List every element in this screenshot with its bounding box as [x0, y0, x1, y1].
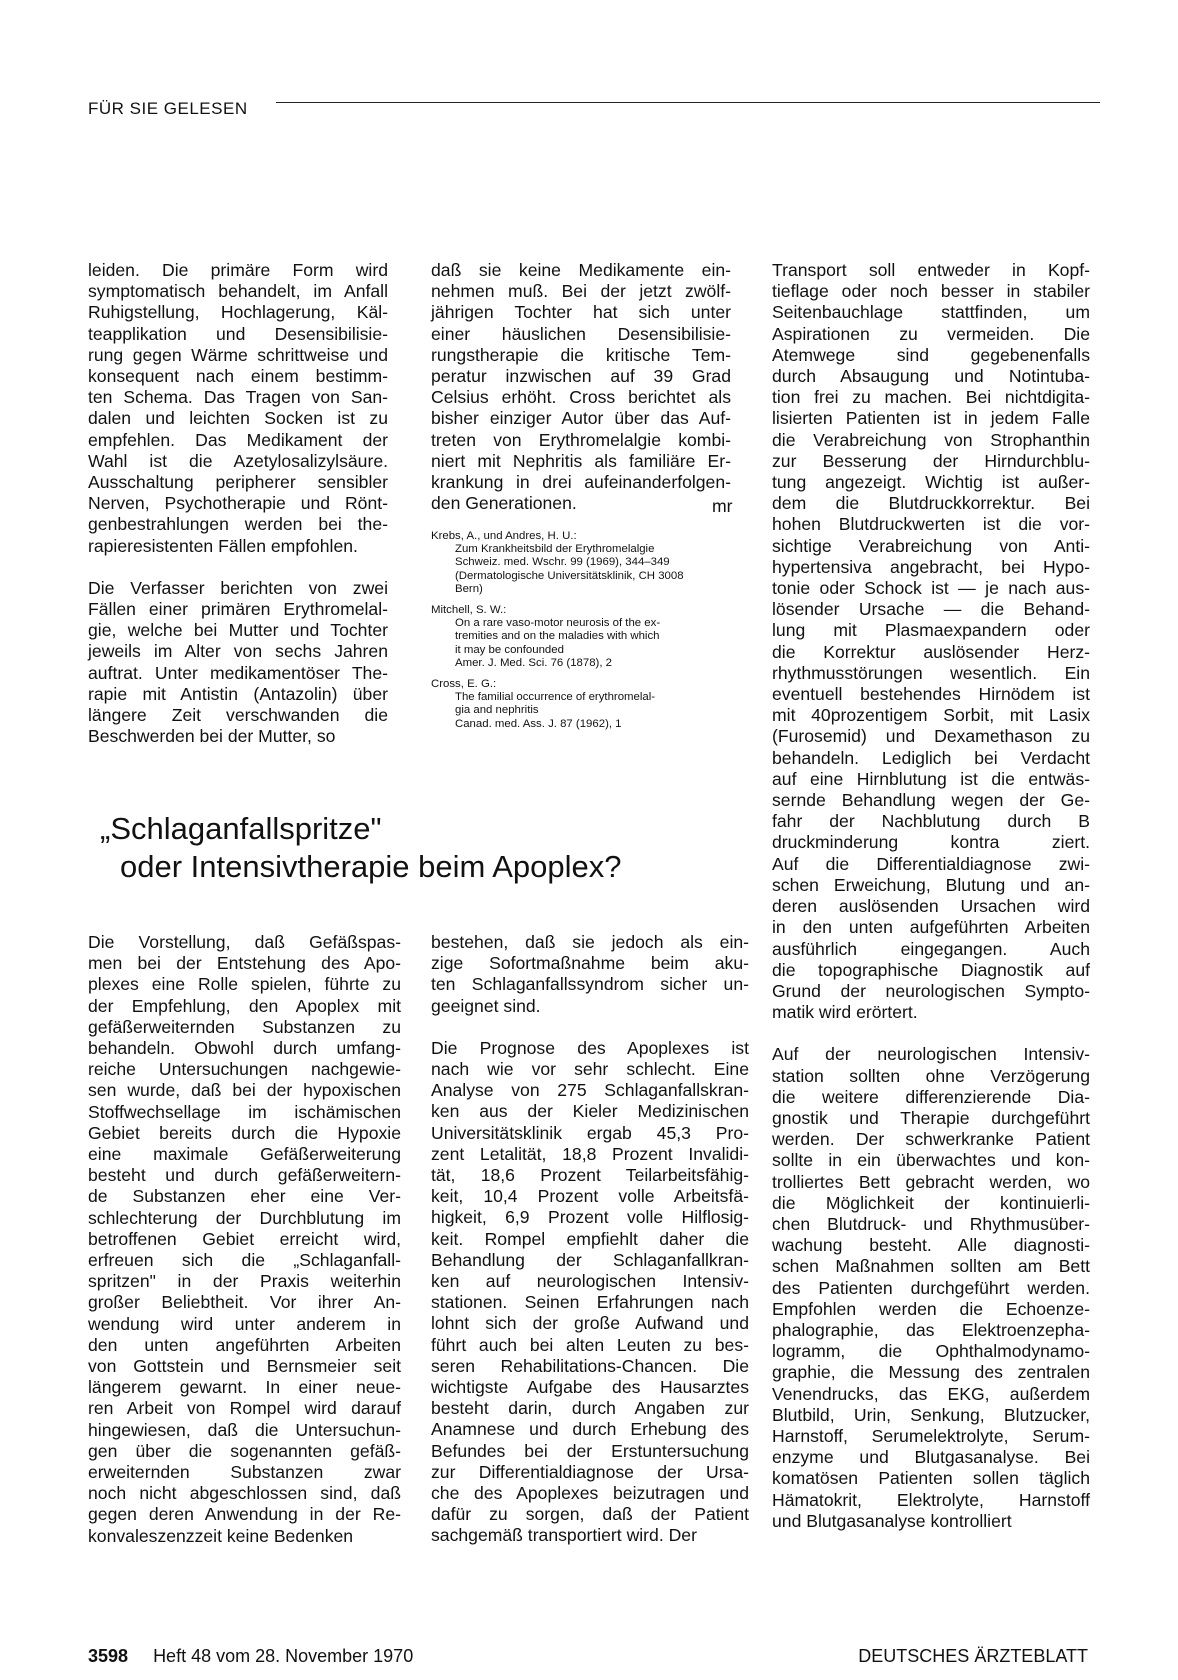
text-line: stationen. Seinen Erfahrungen nach: [431, 1292, 749, 1313]
text-line: werden. Der schwerkranke Patient: [772, 1129, 1090, 1150]
text-line: chen Blutdruck- und Rhythmusüber-: [772, 1213, 1090, 1234]
text-line: ken aus der Kieler Medizinischen: [431, 1101, 749, 1122]
text-line: tät, 18,6 Prozent Teilarbeitsfähig-: [431, 1165, 749, 1186]
text-line: niert mit Nephritis als familiäre Er-: [431, 450, 731, 471]
text-line: (Furosemid) und Dexamethason zu: [772, 726, 1090, 747]
text-line: längere Zeit verschwanden die: [88, 705, 388, 726]
text-line: auftrat. Unter medikamentöser The-: [88, 662, 388, 683]
text-line: genbestrahlungen werden bei the-: [88, 514, 388, 535]
text-line: lohnt sich der große Aufwand und: [431, 1313, 749, 1334]
text-column-right: [772, 260, 1090, 1532]
text-line: sichtige Verabreichung von Anti-: [772, 535, 1090, 556]
text-line: ten Schema. Das Tragen von San-: [88, 387, 388, 408]
text-column-top-2: [431, 260, 731, 514]
text-line: phalographie, das Elektroenzepha-: [772, 1319, 1090, 1340]
text-line: trolliertes Bett gebracht werden, wo: [772, 1171, 1090, 1192]
text-line: dafür zu sorgen, daß der Patient: [431, 1504, 749, 1525]
text-line: gnostik und Therapie durchgeführt: [772, 1107, 1090, 1128]
text-line: zent Letalität, 18,8 Prozent Invalidi-: [431, 1143, 749, 1164]
text-line: den unten angeführten Arbeiten: [88, 1334, 401, 1355]
text-line: Ruhigstellung, Hochlagerung, Käl-: [88, 302, 388, 323]
text-line: mit 40prozentigem Sorbit, mit Lasix: [772, 705, 1090, 726]
text-line: durch Absaugung und Notintuba-: [772, 366, 1090, 387]
text-line: sachgemäß transportiert wird. Der: [431, 1525, 697, 1546]
text-line: Blutbild, Urin, Senkung, Blutzucker,: [772, 1404, 1090, 1425]
text-column-top-1: [88, 260, 388, 747]
text-line: rung gegen Wärme schrittweise und: [88, 344, 388, 365]
text-line: den Generationen.: [431, 493, 577, 514]
reference-detail: Schweiz. med. Wschr. 99 (1969), 344–349: [455, 556, 670, 569]
reference-detail: (Dermatologische Universitätsklinik, CH 3008: [455, 569, 684, 582]
text-line: Celsius erhöht. Cross berichtet als: [431, 387, 731, 408]
reference-detail: The familial occurrence of erythromelal-: [455, 691, 656, 704]
text-line: Empfohlen werden die Echoenze-: [772, 1298, 1090, 1319]
text-line: Behandlung der Schlaganfallkran-: [431, 1249, 749, 1270]
reference-detail: Amer. J. Med. Sci. 76 (1878), 2: [455, 656, 613, 669]
text-line: die Verabreichung von Strophanthin: [772, 429, 1090, 450]
text-line: wendung wird unter anderem in: [88, 1313, 401, 1334]
text-line: keit. Rompel empfiehlt daher die: [431, 1228, 749, 1249]
reference-detail: On a rare vaso-motor neurosis of the ex-: [455, 617, 661, 630]
text-line: station sollten ohne Verzögerung: [772, 1065, 1090, 1086]
text-line: krankung in drei aufeinanderfolgen-: [431, 472, 731, 493]
reference-author: Krebs, A., und Andres, H. U.:: [431, 530, 577, 542]
text-line: gegen deren Anwendung in der Re-: [88, 1504, 401, 1525]
reference-detail: it may be confounded: [455, 643, 564, 656]
text-line: nach wie vor sehr schlecht. Eine: [431, 1059, 749, 1080]
text-line: einer häuslichen Desensibilisie-: [431, 323, 731, 344]
text-line: rungstherapie die kritische Tem-: [431, 344, 731, 365]
reference-detail: Canad. med. Ass. J. 87 (1962), 1: [455, 717, 622, 730]
text-line: tion frei zu machen. Bei nichtdigita-: [772, 387, 1090, 408]
text-line: wachung besteht. Alle diagnosti-: [772, 1235, 1090, 1256]
text-line: plexes eine Rolle spielen, führte zu: [88, 974, 401, 995]
section-label: FÜR SIE GELESEN: [88, 99, 248, 118]
text-line: eventuell bestehendes Hirnödem ist: [772, 684, 1090, 705]
text-line: von Gottstein und Bernsmeier seit: [88, 1356, 401, 1377]
text-line: Auf der neurologischen Intensiv-: [772, 1044, 1090, 1065]
references-list: [431, 522, 751, 731]
text-line: Aspirationen zu vermeiden. Die: [772, 323, 1090, 344]
text-line: Die Verfasser berichten von zwei: [88, 577, 388, 598]
text-line: Harnstoff, Serumelektrolyte, Serum-: [772, 1425, 1090, 1446]
text-line: die topographische Diagnostik auf: [772, 959, 1090, 980]
text-line: seren Rehabilitations-Chancen. Die: [431, 1355, 749, 1376]
footer: [88, 1646, 1088, 1667]
issue-info: Heft 48 vom 28. November 1970: [153, 1646, 414, 1666]
text-line: konvaleszenzzeit keine Bedenken: [88, 1525, 354, 1546]
text-line: zige Sofortmaßnahme beim aku-: [431, 953, 749, 974]
text-line: men bei der Entstehung des Apo-: [88, 953, 401, 974]
text-line: leiden. Die primäre Form wird: [88, 260, 388, 280]
text-line: und Blutgasanalyse kontrolliert: [772, 1510, 1012, 1531]
text-line: tieflage oder noch besser in stabiler: [772, 281, 1090, 302]
text-line: graphie, die Messung des zentralen: [772, 1362, 1090, 1383]
text-line: Atemwege sind gegebenenfalls: [772, 344, 1090, 365]
text-line: tung angezeigt. Wichtig ist außer-: [772, 472, 1090, 493]
page-number: 3598: [88, 1646, 129, 1666]
text-line: matik wird erörtert.: [772, 1002, 918, 1023]
journal-name: DEUTSCHES ÄRZTEBLATT: [858, 1646, 1088, 1666]
text-line: Grund der neurologischen Sympto-: [772, 980, 1090, 1001]
text-line: bestehen, daß sie jedoch als ein-: [431, 932, 749, 952]
text-line: erfreuen sich die „Schlaganfall-: [88, 1250, 401, 1271]
text-line: Stoffwechsellage im ischämischen: [88, 1101, 401, 1122]
text-line: besteht und durch gefäßerweitern-: [88, 1165, 401, 1186]
text-line: jährigen Tochter hat sich unter: [431, 302, 731, 323]
text-line: komatösen Patienten sollen täglich: [772, 1468, 1090, 1489]
text-line: logramm, die Ophthalmodynamo-: [772, 1341, 1090, 1362]
text-line: die Möglichkeit der kontinuierli-: [772, 1192, 1090, 1213]
text-line: ken auf neurologischen Intensiv-: [431, 1271, 749, 1292]
text-line: Ausschaltung peripherer sensibler: [88, 472, 388, 493]
text-line: des Patienten durchgeführt werden.: [772, 1277, 1090, 1298]
text-line: symptomatisch behandelt, im Anfall: [88, 281, 388, 302]
text-line: deren auslösenden Ursachen wird: [772, 896, 1090, 917]
text-line: zur Differentialdiagnose der Ursa-: [431, 1461, 749, 1482]
text-line: gefäßerweiternden Substanzen zu: [88, 1016, 401, 1037]
text-line: peratur inzwischen auf 39 Grad: [431, 366, 731, 387]
text-line: hingewiesen, daß die Untersuchun-: [88, 1419, 401, 1440]
article-title: [100, 810, 622, 886]
reference-author: Cross, E. G.:: [431, 678, 497, 691]
text-line: Auf die Differentialdiagnose zwi-: [772, 853, 1090, 874]
text-line: konsequent nach einem bestimm-: [88, 366, 388, 387]
text-line: in den unten aufgeführten Arbeiten: [772, 917, 1090, 938]
text-line: tonie oder Schock ist — je nach aus-: [772, 578, 1090, 599]
text-line: de Substanzen eher eine Ver-: [88, 1186, 401, 1207]
text-line: che des Apoplexes beizutragen und: [431, 1483, 749, 1504]
text-line: Gebiet bereits durch die Hypoxie: [88, 1122, 401, 1143]
reference-detail: Zum Krankheitsbild der Erythromelalgie: [455, 543, 655, 556]
text-line: rapie mit Antistin (Antazolin) über: [88, 683, 388, 704]
text-line: ren Arbeit von Rompel wird darauf: [88, 1398, 401, 1419]
text-line: bisher einziger Autor über das Auf-: [431, 408, 731, 429]
text-line: die Korrektur auslösender Herz-: [772, 641, 1090, 662]
text-line: keit, 10,4 Prozent volle Arbeitsfä-: [431, 1186, 749, 1207]
text-line: großer Beliebtheit. Vor ihrer An-: [88, 1292, 401, 1313]
text-column-bottom-2: [431, 932, 749, 1547]
text-line: noch nicht abgeschlossen sind, daß: [88, 1483, 401, 1504]
article-title-line-2: oder Intensivtherapie beim Apoplex?: [120, 849, 622, 884]
text-line: eine maximale Gefäßerweiterung: [88, 1144, 401, 1165]
text-line: enzyme und Blutgasanalyse. Bei: [772, 1447, 1090, 1468]
paragraph-gap: [431, 1017, 749, 1038]
text-line: Die Vorstellung, daß Gefäßspas-: [88, 932, 401, 952]
text-line: Fällen einer primären Erythromelal-: [88, 599, 388, 620]
text-line: dem die Blutdruckkorrektur. Bei: [772, 493, 1090, 514]
header-rule: [276, 102, 1100, 103]
text-line: sernde Behandlung wegen der Ge-: [772, 790, 1090, 811]
text-line: dalen und leichten Socken ist zu: [88, 408, 388, 429]
text-line: zur Besserung der Hirndurchblu-: [772, 450, 1090, 471]
paragraph-gap: [772, 1023, 1090, 1044]
text-line: nehmen muß. Bei der jetzt zwölf-: [431, 281, 731, 302]
reference-author: Mitchell, S. W.:: [431, 604, 507, 617]
text-line: lösender Ursache — die Behand-: [772, 599, 1090, 620]
reference-detail: tremities and on the maladies with which: [455, 630, 660, 643]
text-line: reiche Untersuchungen nachgewie-: [88, 1059, 401, 1080]
text-line: gie, welche bei Mutter und Tochter: [88, 620, 388, 641]
text-line: führt auch bei alten Leuten zu bes-: [431, 1334, 749, 1355]
text-line: schlechterung der Durchblutung im: [88, 1207, 401, 1228]
text-line: erweiternden Substanzen zwar: [88, 1462, 401, 1483]
text-line: wichtigste Aufgabe des Hausarztes: [431, 1377, 749, 1398]
text-line: Wahl ist die Azetylosalizylsäure.: [88, 450, 388, 471]
text-column-bottom-1: [88, 932, 401, 1547]
text-line: behandeln. Lediglich bei Verdacht: [772, 747, 1090, 768]
text-line: Analyse von 275 Schlaganfallskran-: [431, 1080, 749, 1101]
text-line: hypertensiva angebracht, bei Hypo-: [772, 556, 1090, 577]
text-line: spritzen" in der Praxis weiterhin: [88, 1271, 401, 1292]
text-line: fahr der Nachblutung durch B: [772, 811, 1090, 832]
text-line: daß sie keine Medikamente ein-: [431, 260, 731, 280]
text-line: rhythmusstörungen wesentlich. Ein: [772, 662, 1090, 683]
text-line: higkeit, 6,9 Prozent volle Hilflosig-: [431, 1207, 749, 1228]
text-line: ausführlich eingegangen. Auch: [772, 938, 1090, 959]
text-line: längerem gewarnt. In einer neue-: [88, 1377, 401, 1398]
text-line: empfehlen. Das Medikament der: [88, 429, 388, 450]
reference-detail: Bern): [455, 582, 483, 595]
paragraph-gap: [88, 557, 388, 578]
text-line: rapieresistenten Fällen empfohlen.: [88, 535, 358, 556]
text-line: schen Maßnahmen sollten am Bett: [772, 1256, 1090, 1277]
text-line: Venendrucks, das EKG, außerdem: [772, 1383, 1090, 1404]
text-line: Beschwerden bei der Mutter, so: [88, 726, 336, 747]
text-line: der Empfehlung, den Apoplex mit: [88, 995, 401, 1016]
article-title-line-1: „Schlaganfallspritze": [100, 811, 382, 846]
text-line: sen wurde, daß bei der hypoxischen: [88, 1080, 401, 1101]
text-line: schen Erweichung, Blutung und an-: [772, 874, 1090, 895]
text-line: Die Prognose des Apoplexes ist: [431, 1037, 749, 1058]
text-line: Seitenbauchlage stattfinden, um: [772, 302, 1090, 323]
text-line: teapplikation und Desensibilisie-: [88, 323, 388, 344]
text-line: gen über die sogenannten gefäß-: [88, 1440, 401, 1461]
text-line: die weitere differenzierende Dia-: [772, 1086, 1090, 1107]
text-line: betroffenen Gebiet erreicht wird,: [88, 1228, 401, 1249]
text-line: besteht darin, durch Angaben zur: [431, 1398, 749, 1419]
text-line: sollte in ein überwachtes und kon-: [772, 1150, 1090, 1171]
text-line: druckminderung kontra ziert.: [772, 832, 1090, 853]
text-line: Nerven, Psychotherapie und Rönt-: [88, 493, 388, 514]
text-line: hohen Blutdruckwerten ist die vor-: [772, 514, 1090, 535]
text-line: auf eine Hirnblutung ist die entwäs-: [772, 768, 1090, 789]
text-line: behandeln. Obwohl durch umfang-: [88, 1038, 401, 1059]
text-line: treten von Erythromelalgie kombi-: [431, 429, 731, 450]
author-signature: mr: [712, 496, 733, 516]
reference-detail: gia and nephritis: [455, 704, 539, 717]
text-line: Transport soll entweder in Kopf-: [772, 260, 1090, 280]
text-line: Anamnese und durch Erhebung des: [431, 1419, 749, 1440]
text-line: Befundes bei der Erstuntersuchung: [431, 1440, 749, 1461]
text-line: geeignet sind.: [431, 995, 541, 1016]
text-line: jeweils im Alter von sechs Jahren: [88, 641, 388, 662]
text-line: lisierten Patienten ist in jedem Falle: [772, 408, 1090, 429]
text-line: Universitätsklinik ergab 45,3 Pro-: [431, 1122, 749, 1143]
text-line: Hämatokrit, Elektrolyte, Harnstoff: [772, 1489, 1090, 1510]
text-line: ten Schlaganfallssyndrom sicher un-: [431, 974, 749, 995]
text-line: lung mit Plasmaexpandern oder: [772, 620, 1090, 641]
